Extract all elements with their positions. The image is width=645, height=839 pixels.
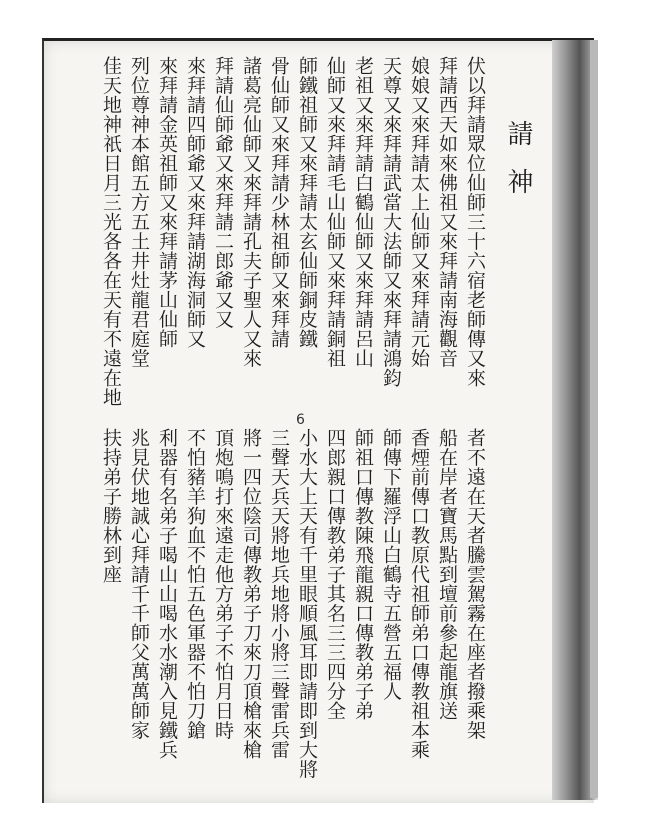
lower-column-6: 四郎親口傳教弟子其名三三四分全	[324, 428, 346, 721]
lower-column-10: 頂炮鳴打來遠走他方弟子不怕月日時	[212, 428, 234, 740]
lower-column-12: 利器有名弟子喝山山喝水水潮入見鐵兵	[156, 428, 178, 760]
lower-column-5: 師祖口傳教陳飛龍親口傳教弟子弟	[352, 428, 374, 721]
lower-column-1: 者不遠在天者騰雲駕霧在座者撥乘架	[464, 428, 486, 740]
upper-column-10: 拜請仙師爺又來拜請二郎爺又又	[212, 56, 234, 329]
upper-column-9: 諸葛亮仙師又來拜請孔夫子聖人又來	[240, 56, 262, 368]
upper-column-4: 天尊又來拜請武當大法師又來拜請鴻鈞	[380, 56, 402, 388]
upper-column-2: 拜請西天如來佛祖又來拜請南海觀音	[436, 56, 458, 368]
lower-column-9: 將一四位陰司傳教弟子刀來刀頂槍來槍	[240, 428, 262, 760]
upper-column-6: 仙師又來拜請毛山仙師又來拜請銅祖	[324, 56, 346, 368]
upper-column-14: 佳天地神祇日月三光各各在天有不遠在地	[100, 56, 122, 407]
upper-column-8: 骨仙師又來拜請少林祖師又來拜請	[268, 56, 290, 349]
lower-column-13: 兆見伏地誠心拜請千千師父萬萬師家	[128, 428, 150, 740]
page-number: 6	[296, 412, 305, 428]
upper-column-13: 列位尊神本館五方五土井灶龍君庭堂	[128, 56, 150, 368]
lower-column-7: 小水大上天有千里眼順風耳即請即到大將	[296, 428, 318, 779]
upper-column-1: 伏以拜請眾位仙師三十六宿老師傳又來	[464, 56, 486, 388]
upper-column-11: 來拜請四師爺又來拜請湖海洞師又	[184, 56, 206, 349]
upper-column-7: 師鐵祖師又來拜請太玄仙師銅皮鐵	[296, 56, 318, 349]
upper-column-3: 娘娘又來拜請太上仙師又來拜請元始	[408, 56, 430, 368]
lower-column-4: 師傳下羅浮山白鶴寺五營五福人	[380, 428, 402, 701]
lower-column-11: 不怕豬羊狗血不怕五色軍器不怕刀鎗	[184, 428, 206, 740]
page-title: 請神	[503, 120, 533, 216]
lower-column-14: 扶持弟子勝林到座	[100, 428, 122, 584]
lower-column-8: 三聲天兵天將地兵地將小將三聲雷兵雷	[268, 428, 290, 760]
page-edge	[590, 40, 598, 798]
lower-column-3: 香煙前傳口教原代祖師弟口傳教祖本乘	[408, 428, 430, 760]
upper-column-12: 來拜請金英祖師又來拜請茅山仙師	[156, 56, 178, 349]
lower-column-2: 船在岸者寶馬點到壇前參起龍旗送	[436, 428, 458, 721]
upper-column-5: 老祖又來拜請白鶴仙師又來拜請呂山	[352, 56, 374, 368]
